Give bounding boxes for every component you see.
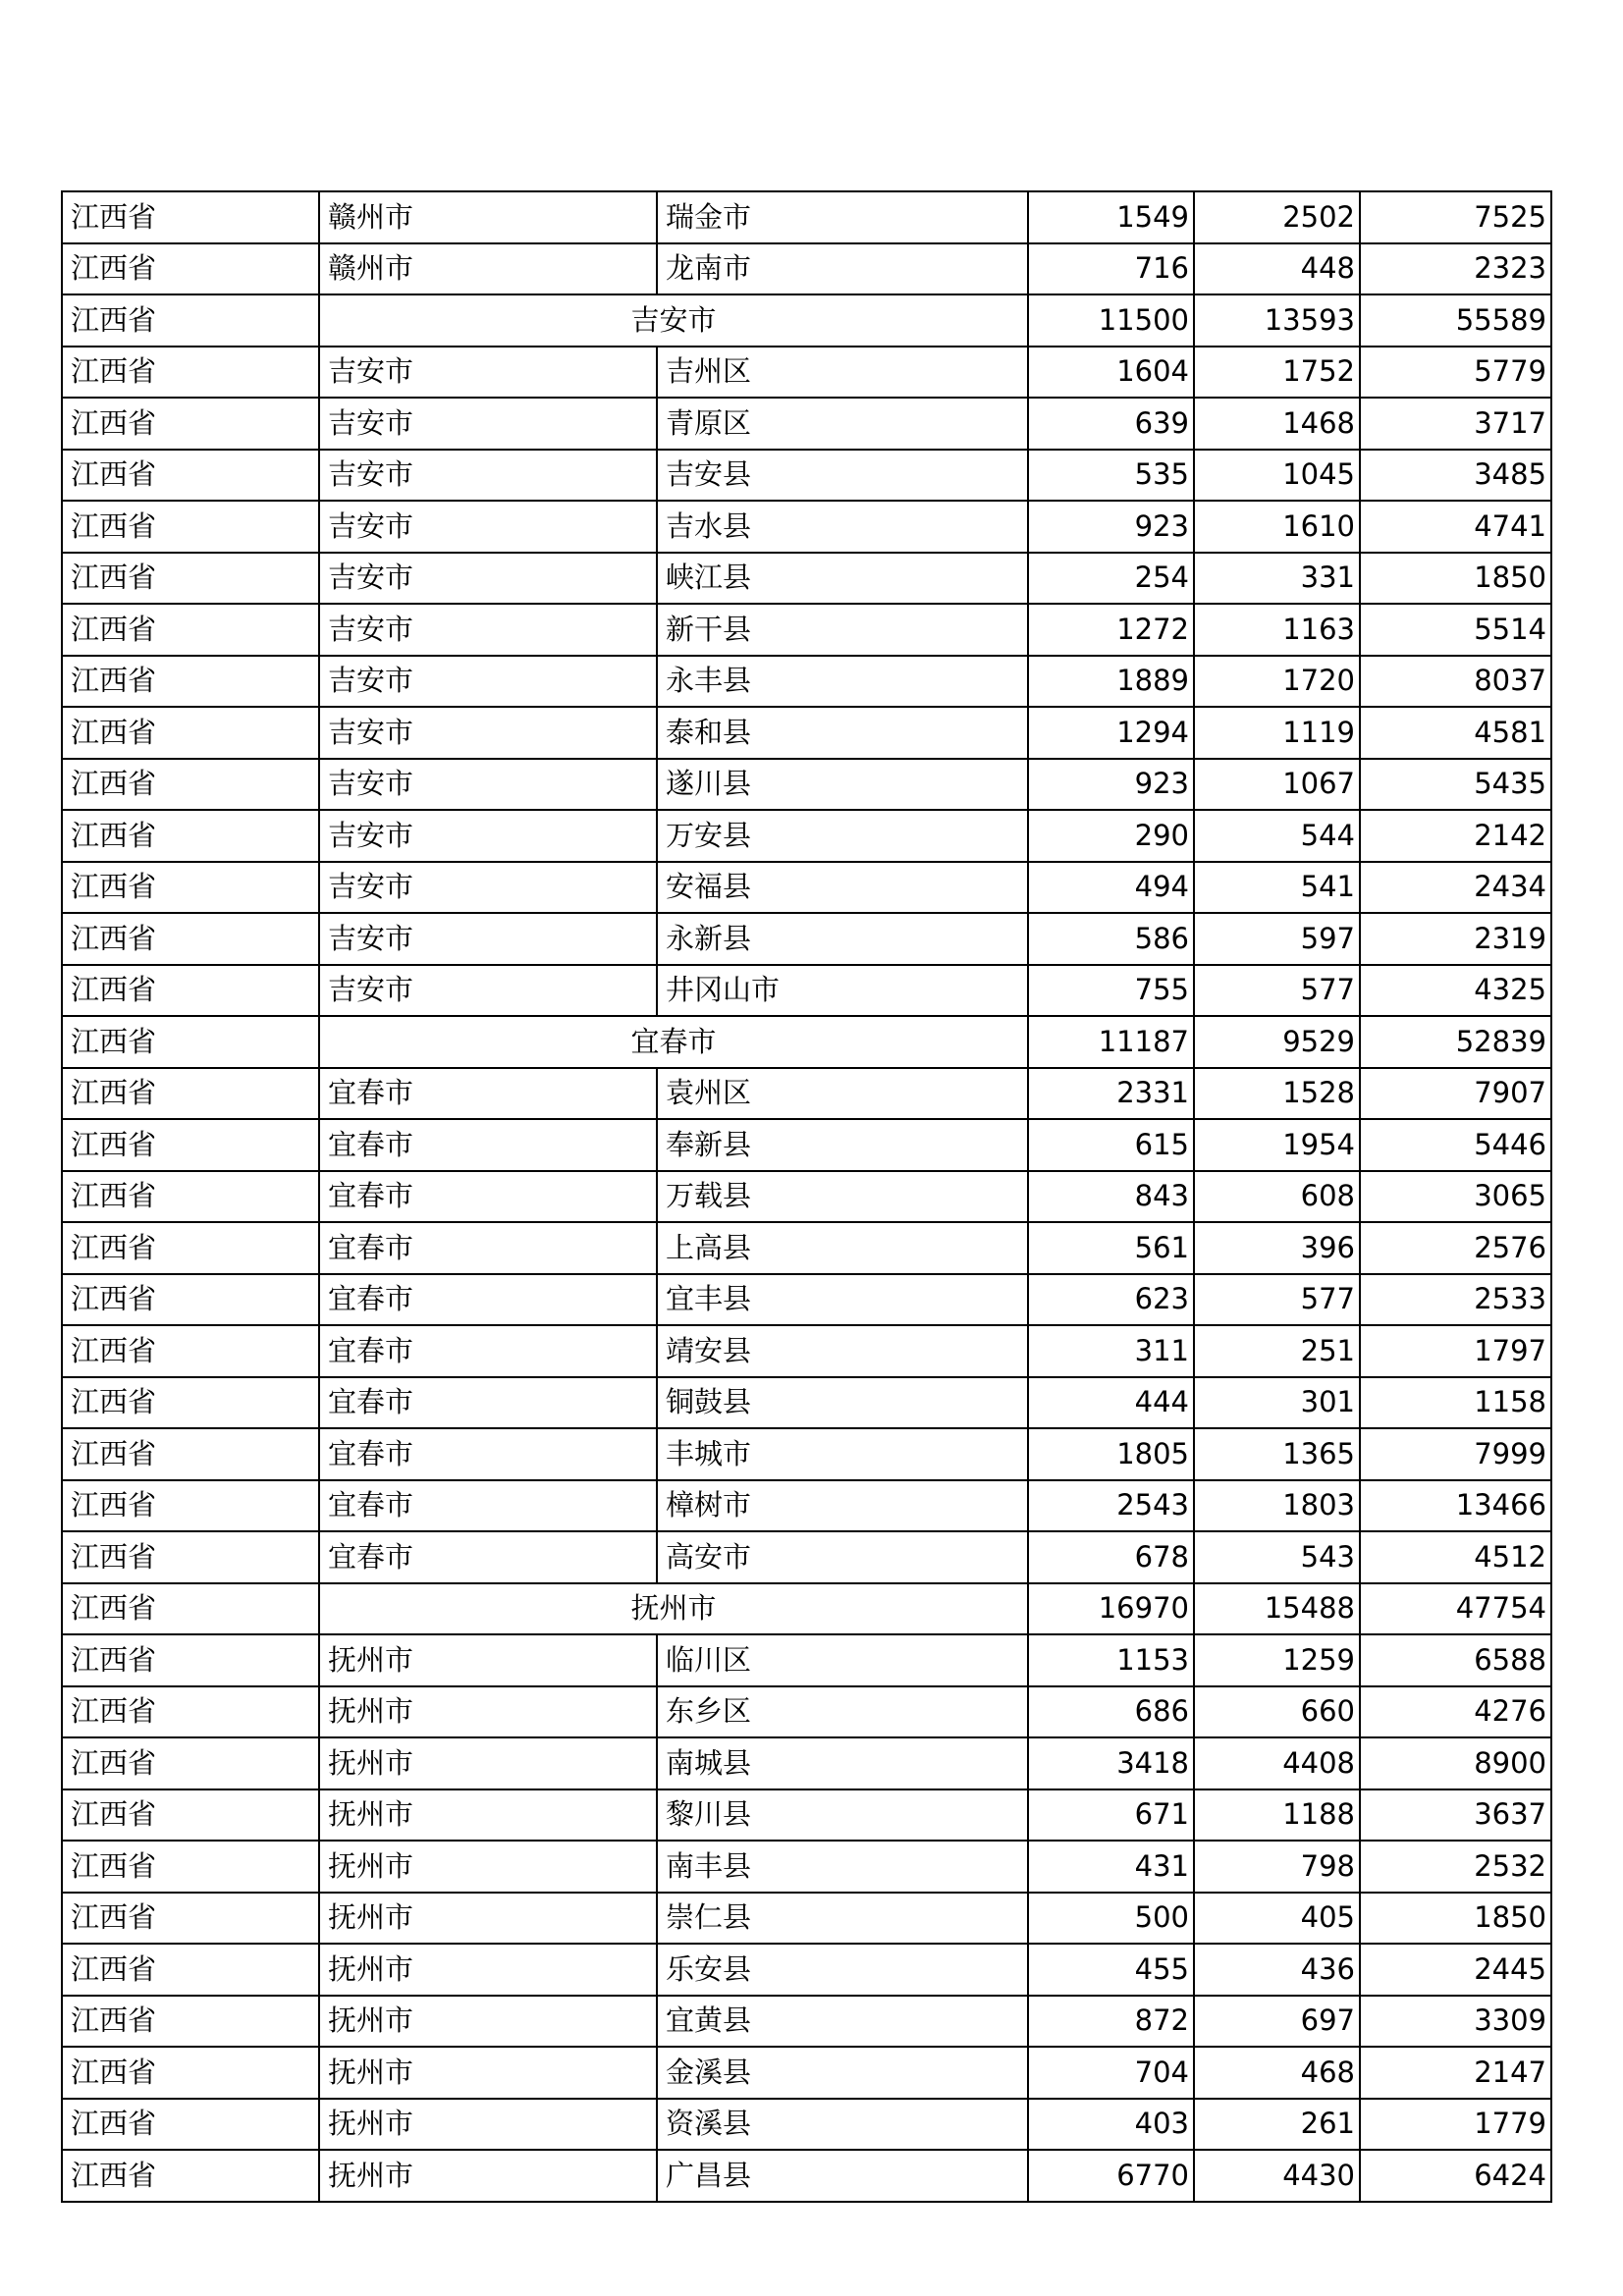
city-cell: 宜春市 (319, 1377, 657, 1429)
city-cell: 吉安市 (319, 965, 657, 1017)
value-cell-3: 6588 (1360, 1634, 1551, 1686)
city-cell: 抚州市 (319, 1841, 657, 1893)
province-cell: 江西省 (62, 450, 319, 502)
county-cell: 吉安县 (657, 450, 1028, 502)
table-row (62, 862, 1551, 914)
county-cell: 广昌县 (657, 2150, 1028, 2202)
city-cell: 宜春市 (319, 1222, 657, 1274)
table-row (62, 501, 1551, 553)
value-cell-3: 8900 (1360, 1737, 1551, 1789)
city-cell: 抚州市 (319, 1996, 657, 2048)
county-cell: 樟树市 (657, 1480, 1028, 1532)
value-cell-2: 798 (1194, 1841, 1360, 1893)
value-cell-3: 4581 (1360, 707, 1551, 759)
value-cell-3: 2323 (1360, 243, 1551, 295)
province-cell: 江西省 (62, 656, 319, 708)
table-row (62, 1274, 1551, 1326)
value-cell-1: 1272 (1028, 604, 1194, 656)
value-cell-3: 1779 (1360, 2099, 1551, 2151)
value-cell-3: 8037 (1360, 656, 1551, 708)
value-cell-2: 4408 (1194, 1737, 1360, 1789)
value-cell-2: 251 (1194, 1325, 1360, 1377)
city-cell: 赣州市 (319, 243, 657, 295)
province-cell: 江西省 (62, 1686, 319, 1738)
value-cell-1: 500 (1028, 1893, 1194, 1945)
city-cell: 宜春市 (319, 1480, 657, 1532)
province-cell: 江西省 (62, 1222, 319, 1274)
value-cell-2: 1119 (1194, 707, 1360, 759)
city-cell: 宜春市 (319, 1068, 657, 1120)
county-cell: 宜黄县 (657, 1996, 1028, 2048)
value-cell-3: 2533 (1360, 1274, 1551, 1326)
city-cell: 抚州市 (319, 1737, 657, 1789)
value-cell-2: 543 (1194, 1531, 1360, 1583)
value-cell-3: 5779 (1360, 347, 1551, 399)
table-row (62, 1737, 1551, 1789)
value-cell-2: 448 (1194, 243, 1360, 295)
value-cell-1: 678 (1028, 1531, 1194, 1583)
city-cell: 宜春市 (319, 1274, 657, 1326)
city-cell: 宜春市 (319, 1325, 657, 1377)
value-cell-2: 1163 (1194, 604, 1360, 656)
city-cell: 抚州市 (319, 2099, 657, 2151)
county-cell: 铜鼓县 (657, 1377, 1028, 1429)
value-cell-2: 261 (1194, 2099, 1360, 2151)
county-cell: 宜丰县 (657, 1274, 1028, 1326)
city-cell: 吉安市 (319, 810, 657, 862)
value-cell-1: 704 (1028, 2047, 1194, 2099)
value-cell-2: 544 (1194, 810, 1360, 862)
table-body (62, 191, 1551, 2202)
table-row (62, 1377, 1551, 1429)
value-cell-3: 1797 (1360, 1325, 1551, 1377)
value-cell-1: 623 (1028, 1274, 1194, 1326)
county-cell: 万安县 (657, 810, 1028, 862)
county-cell: 永丰县 (657, 656, 1028, 708)
value-cell-2: 468 (1194, 2047, 1360, 2099)
city-subtotal-cell: 吉安市 (319, 294, 1028, 347)
table-row (62, 1944, 1551, 1996)
table-row (62, 1428, 1551, 1480)
subtotal-row (62, 1016, 1551, 1068)
value-cell-1: 1549 (1028, 191, 1194, 243)
subtotal-row (62, 294, 1551, 347)
value-cell-2: 9529 (1194, 1016, 1360, 1068)
city-cell: 吉安市 (319, 604, 657, 656)
value-cell-2: 15488 (1194, 1583, 1360, 1635)
county-cell: 高安市 (657, 1531, 1028, 1583)
city-cell: 宜春市 (319, 1171, 657, 1223)
table-row (62, 1171, 1551, 1223)
county-cell: 袁州区 (657, 1068, 1028, 1120)
province-cell: 江西省 (62, 1944, 319, 1996)
value-cell-3: 13466 (1360, 1480, 1551, 1532)
value-cell-3: 4512 (1360, 1531, 1551, 1583)
county-cell: 靖安县 (657, 1325, 1028, 1377)
city-cell: 吉安市 (319, 707, 657, 759)
value-cell-2: 1610 (1194, 501, 1360, 553)
value-cell-3: 47754 (1360, 1583, 1551, 1635)
value-cell-1: 561 (1028, 1222, 1194, 1274)
county-cell: 新干县 (657, 604, 1028, 656)
value-cell-1: 615 (1028, 1119, 1194, 1171)
table-row (62, 810, 1551, 862)
county-cell: 南丰县 (657, 1841, 1028, 1893)
value-cell-1: 535 (1028, 450, 1194, 502)
value-cell-3: 5435 (1360, 759, 1551, 811)
value-cell-2: 577 (1194, 965, 1360, 1017)
value-cell-1: 290 (1028, 810, 1194, 862)
county-cell: 青原区 (657, 398, 1028, 450)
county-cell: 丰城市 (657, 1428, 1028, 1480)
city-cell: 抚州市 (319, 2047, 657, 2099)
value-cell-3: 1850 (1360, 553, 1551, 605)
province-cell: 江西省 (62, 1634, 319, 1686)
value-cell-2: 1954 (1194, 1119, 1360, 1171)
value-cell-1: 444 (1028, 1377, 1194, 1429)
table-row (62, 1893, 1551, 1945)
county-cell: 安福县 (657, 862, 1028, 914)
province-cell: 江西省 (62, 398, 319, 450)
value-cell-1: 11187 (1028, 1016, 1194, 1068)
province-cell: 江西省 (62, 1119, 319, 1171)
province-cell: 江西省 (62, 707, 319, 759)
value-cell-3: 2576 (1360, 1222, 1551, 1274)
city-cell: 宜春市 (319, 1119, 657, 1171)
table-row (62, 1789, 1551, 1842)
value-cell-2: 396 (1194, 1222, 1360, 1274)
province-cell: 江西省 (62, 913, 319, 965)
value-cell-2: 1259 (1194, 1634, 1360, 1686)
value-cell-1: 755 (1028, 965, 1194, 1017)
value-cell-2: 436 (1194, 1944, 1360, 1996)
province-cell: 江西省 (62, 965, 319, 1017)
city-cell: 吉安市 (319, 913, 657, 965)
province-cell: 江西省 (62, 243, 319, 295)
value-cell-3: 7999 (1360, 1428, 1551, 1480)
table-row (62, 1686, 1551, 1738)
county-cell: 上高县 (657, 1222, 1028, 1274)
county-cell: 吉水县 (657, 501, 1028, 553)
city-cell: 抚州市 (319, 1634, 657, 1686)
value-cell-3: 5446 (1360, 1119, 1551, 1171)
value-cell-1: 1604 (1028, 347, 1194, 399)
city-cell: 吉安市 (319, 862, 657, 914)
value-cell-1: 586 (1028, 913, 1194, 965)
county-cell: 井冈山市 (657, 965, 1028, 1017)
subtotal-row (62, 1583, 1551, 1635)
value-cell-3: 3309 (1360, 1996, 1551, 2048)
value-cell-3: 7525 (1360, 191, 1551, 243)
value-cell-1: 311 (1028, 1325, 1194, 1377)
province-cell: 江西省 (62, 2047, 319, 2099)
value-cell-2: 301 (1194, 1377, 1360, 1429)
province-cell: 江西省 (62, 501, 319, 553)
county-cell: 龙南市 (657, 243, 1028, 295)
city-cell: 吉安市 (319, 553, 657, 605)
table-row (62, 965, 1551, 1017)
city-cell: 吉安市 (319, 347, 657, 399)
table-row (62, 707, 1551, 759)
city-cell: 抚州市 (319, 1944, 657, 1996)
city-cell: 抚州市 (319, 1893, 657, 1945)
province-cell: 江西省 (62, 1016, 319, 1068)
table-row (62, 1634, 1551, 1686)
value-cell-2: 608 (1194, 1171, 1360, 1223)
value-cell-1: 639 (1028, 398, 1194, 450)
value-cell-3: 2319 (1360, 913, 1551, 965)
table-row (62, 759, 1551, 811)
value-cell-2: 1720 (1194, 656, 1360, 708)
county-cell: 南城县 (657, 1737, 1028, 1789)
city-cell: 吉安市 (319, 501, 657, 553)
value-cell-3: 2532 (1360, 1841, 1551, 1893)
value-cell-3: 3065 (1360, 1171, 1551, 1223)
city-cell: 宜春市 (319, 1531, 657, 1583)
value-cell-2: 2502 (1194, 191, 1360, 243)
table-row (62, 450, 1551, 502)
value-cell-2: 1752 (1194, 347, 1360, 399)
table-row (62, 1841, 1551, 1893)
value-cell-1: 923 (1028, 759, 1194, 811)
value-cell-2: 577 (1194, 1274, 1360, 1326)
value-cell-1: 671 (1028, 1789, 1194, 1842)
value-cell-2: 13593 (1194, 294, 1360, 347)
province-cell: 江西省 (62, 1274, 319, 1326)
value-cell-2: 331 (1194, 553, 1360, 605)
province-cell: 江西省 (62, 1996, 319, 2048)
value-cell-1: 1294 (1028, 707, 1194, 759)
city-subtotal-cell: 抚州市 (319, 1583, 1028, 1635)
table-row (62, 913, 1551, 965)
province-cell: 江西省 (62, 1428, 319, 1480)
province-cell: 江西省 (62, 1583, 319, 1635)
county-cell: 泰和县 (657, 707, 1028, 759)
value-cell-1: 686 (1028, 1686, 1194, 1738)
city-cell: 赣州市 (319, 191, 657, 243)
city-cell: 抚州市 (319, 2150, 657, 2202)
province-cell: 江西省 (62, 2099, 319, 2151)
value-cell-1: 455 (1028, 1944, 1194, 1996)
value-cell-3: 3717 (1360, 398, 1551, 450)
value-cell-3: 5514 (1360, 604, 1551, 656)
city-cell: 抚州市 (319, 1686, 657, 1738)
province-cell: 江西省 (62, 2150, 319, 2202)
table-row (62, 1119, 1551, 1171)
province-cell: 江西省 (62, 1789, 319, 1842)
county-cell: 临川区 (657, 1634, 1028, 1686)
province-cell: 江西省 (62, 1325, 319, 1377)
county-cell: 东乡区 (657, 1686, 1028, 1738)
value-cell-1: 872 (1028, 1996, 1194, 2048)
value-cell-3: 4325 (1360, 965, 1551, 1017)
value-cell-3: 2142 (1360, 810, 1551, 862)
city-cell: 宜春市 (319, 1428, 657, 1480)
province-cell: 江西省 (62, 191, 319, 243)
county-cell: 崇仁县 (657, 1893, 1028, 1945)
value-cell-3: 2147 (1360, 2047, 1551, 2099)
table-row (62, 2047, 1551, 2099)
value-cell-3: 4741 (1360, 501, 1551, 553)
province-cell: 江西省 (62, 810, 319, 862)
province-cell: 江西省 (62, 1531, 319, 1583)
province-cell: 江西省 (62, 604, 319, 656)
value-cell-1: 403 (1028, 2099, 1194, 2151)
value-cell-1: 494 (1028, 862, 1194, 914)
data-table (61, 190, 1552, 2203)
value-cell-1: 843 (1028, 1171, 1194, 1223)
city-subtotal-cell: 宜春市 (319, 1016, 1028, 1068)
value-cell-3: 2445 (1360, 1944, 1551, 1996)
value-cell-2: 1067 (1194, 759, 1360, 811)
value-cell-1: 716 (1028, 243, 1194, 295)
value-cell-1: 6770 (1028, 2150, 1194, 2202)
county-cell: 峡江县 (657, 553, 1028, 605)
province-cell: 江西省 (62, 1893, 319, 1945)
table-row (62, 553, 1551, 605)
city-cell: 吉安市 (319, 759, 657, 811)
value-cell-2: 1188 (1194, 1789, 1360, 1842)
value-cell-2: 1468 (1194, 398, 1360, 450)
value-cell-1: 2543 (1028, 1480, 1194, 1532)
table-row (62, 1068, 1551, 1120)
city-cell: 吉安市 (319, 656, 657, 708)
province-cell: 江西省 (62, 862, 319, 914)
value-cell-1: 16970 (1028, 1583, 1194, 1635)
county-cell: 万载县 (657, 1171, 1028, 1223)
value-cell-3: 4276 (1360, 1686, 1551, 1738)
table-row (62, 656, 1551, 708)
value-cell-1: 254 (1028, 553, 1194, 605)
table-row (62, 1996, 1551, 2048)
province-cell: 江西省 (62, 1480, 319, 1532)
county-cell: 黎川县 (657, 1789, 1028, 1842)
province-cell: 江西省 (62, 1737, 319, 1789)
value-cell-1: 11500 (1028, 294, 1194, 347)
value-cell-2: 1365 (1194, 1428, 1360, 1480)
value-cell-1: 1153 (1028, 1634, 1194, 1686)
county-cell: 吉州区 (657, 347, 1028, 399)
table-row (62, 243, 1551, 295)
value-cell-2: 4430 (1194, 2150, 1360, 2202)
table-row (62, 1222, 1551, 1274)
value-cell-3: 2434 (1360, 862, 1551, 914)
value-cell-1: 923 (1028, 501, 1194, 553)
city-cell: 吉安市 (319, 450, 657, 502)
county-cell: 乐安县 (657, 1944, 1028, 1996)
value-cell-2: 405 (1194, 1893, 1360, 1945)
value-cell-1: 2331 (1028, 1068, 1194, 1120)
table-row (62, 1480, 1551, 1532)
county-cell: 永新县 (657, 913, 1028, 965)
value-cell-3: 1850 (1360, 1893, 1551, 1945)
value-cell-3: 52839 (1360, 1016, 1551, 1068)
province-cell: 江西省 (62, 1171, 319, 1223)
province-cell: 江西省 (62, 347, 319, 399)
province-cell: 江西省 (62, 553, 319, 605)
county-cell: 瑞金市 (657, 191, 1028, 243)
city-cell: 抚州市 (319, 1789, 657, 1842)
table-row (62, 1325, 1551, 1377)
value-cell-3: 6424 (1360, 2150, 1551, 2202)
value-cell-1: 431 (1028, 1841, 1194, 1893)
county-cell: 奉新县 (657, 1119, 1028, 1171)
province-cell: 江西省 (62, 759, 319, 811)
value-cell-2: 541 (1194, 862, 1360, 914)
county-cell: 资溪县 (657, 2099, 1028, 2151)
value-cell-1: 1889 (1028, 656, 1194, 708)
table-row (62, 2099, 1551, 2151)
province-cell: 江西省 (62, 294, 319, 347)
value-cell-2: 1803 (1194, 1480, 1360, 1532)
table-row (62, 347, 1551, 399)
province-cell: 江西省 (62, 1068, 319, 1120)
province-cell: 江西省 (62, 1377, 319, 1429)
county-cell: 金溪县 (657, 2047, 1028, 2099)
value-cell-3: 1158 (1360, 1377, 1551, 1429)
value-cell-3: 7907 (1360, 1068, 1551, 1120)
value-cell-2: 597 (1194, 913, 1360, 965)
province-cell: 江西省 (62, 1841, 319, 1893)
table-row (62, 604, 1551, 656)
value-cell-2: 697 (1194, 1996, 1360, 2048)
value-cell-2: 660 (1194, 1686, 1360, 1738)
table-row (62, 2150, 1551, 2202)
value-cell-2: 1045 (1194, 450, 1360, 502)
city-cell: 吉安市 (319, 398, 657, 450)
value-cell-3: 55589 (1360, 294, 1551, 347)
value-cell-2: 1528 (1194, 1068, 1360, 1120)
table-row (62, 398, 1551, 450)
table-row (62, 1531, 1551, 1583)
county-cell: 遂川县 (657, 759, 1028, 811)
value-cell-3: 3637 (1360, 1789, 1551, 1842)
value-cell-3: 3485 (1360, 450, 1551, 502)
value-cell-1: 3418 (1028, 1737, 1194, 1789)
value-cell-1: 1805 (1028, 1428, 1194, 1480)
table-row (62, 191, 1551, 243)
